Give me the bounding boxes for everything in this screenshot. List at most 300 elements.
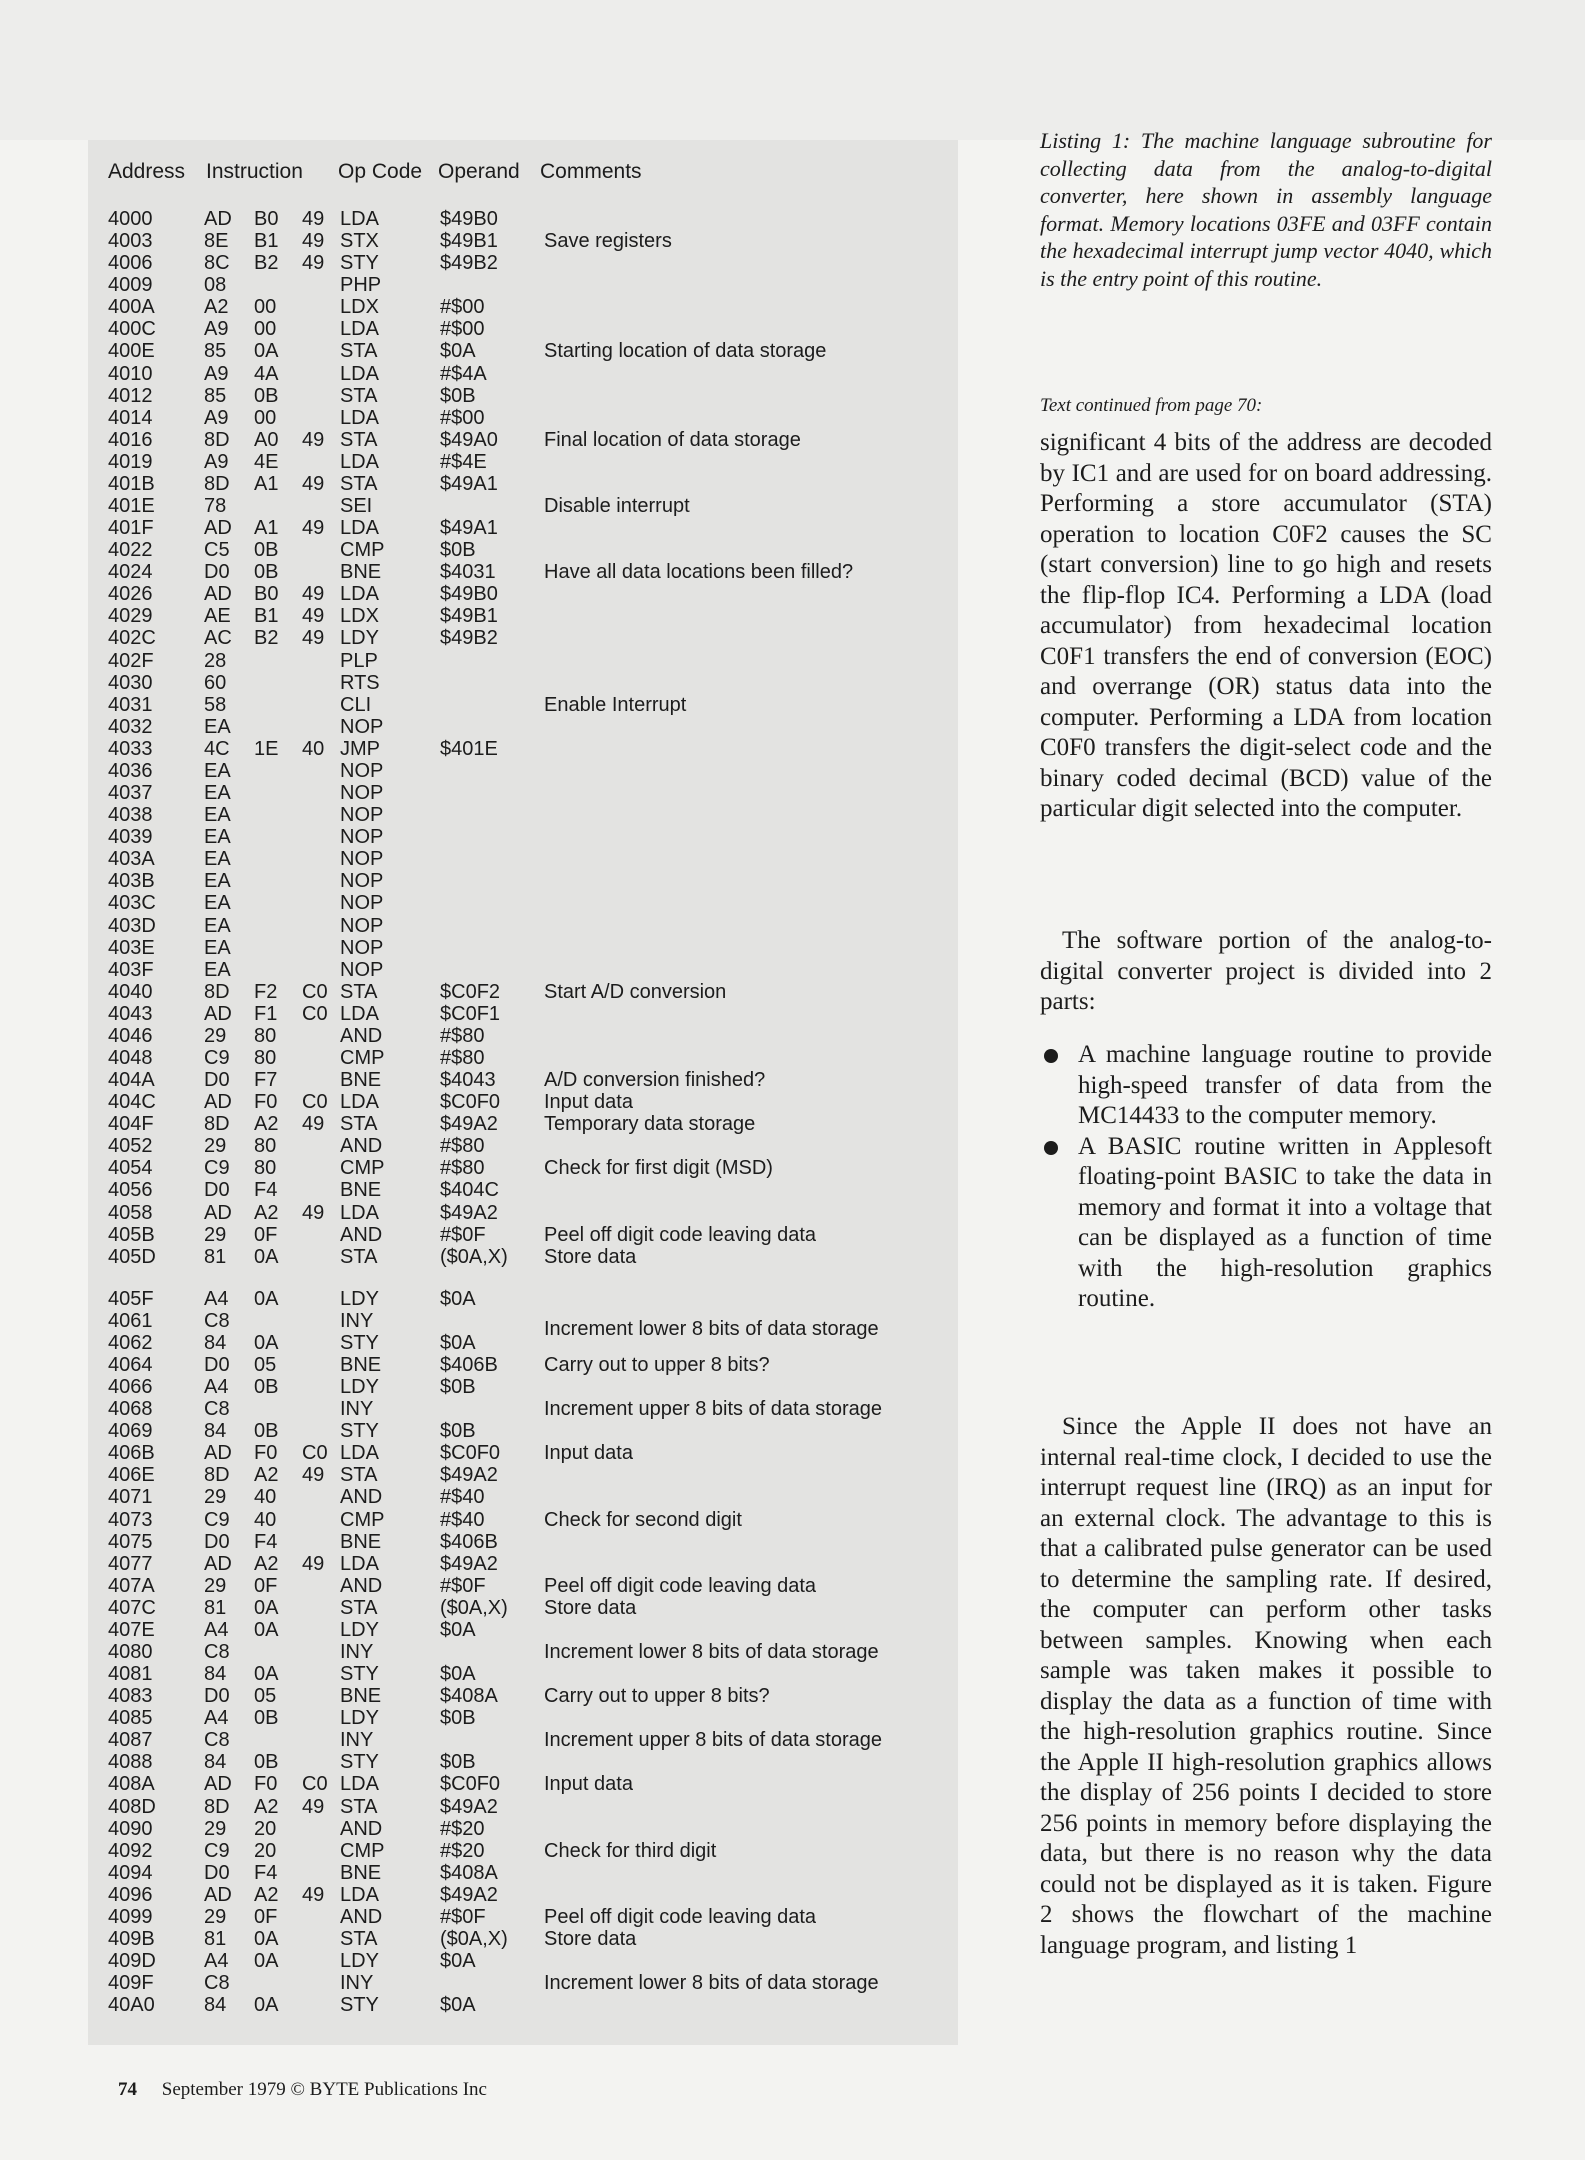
comment-cell: Save registers <box>544 230 672 253</box>
byte2-cell: 0B <box>254 1751 279 1774</box>
byte1-cell: EA <box>204 804 231 827</box>
byte1-cell: 78 <box>204 495 227 518</box>
table-row <box>108 1135 948 1157</box>
address-cell: 407E <box>108 1618 155 1641</box>
opcode-cell: AND <box>340 1024 383 1047</box>
byte1-cell: EA <box>204 914 231 937</box>
byte1-cell: C9 <box>204 1157 230 1180</box>
comment-cell: Peel off digit code leaving data <box>544 1905 817 1928</box>
comment-cell: Check for first digit (MSD) <box>544 1157 773 1180</box>
byte1-cell: C9 <box>204 1839 230 1862</box>
address-cell: 4090 <box>108 1817 153 1840</box>
comment-cell: Increment lower 8 bits of data storage <box>544 1972 879 1995</box>
byte1-cell: AE <box>204 605 231 628</box>
table-row <box>108 804 948 826</box>
opcode-cell: STY <box>340 1663 379 1686</box>
byte1-cell: 8E <box>204 230 229 253</box>
opcode-cell: NOP <box>340 826 384 849</box>
table-row <box>108 981 948 1003</box>
operand-cell: $49A2 <box>440 1113 498 1136</box>
comment-cell: Increment lower 8 bits of data storage <box>544 1641 879 1663</box>
byte2-cell: F0 <box>254 1442 278 1465</box>
byte1-cell: AD <box>204 1002 232 1025</box>
operand-cell: #$40 <box>440 1508 485 1531</box>
byte2-cell: 0F <box>254 1223 278 1246</box>
opcode-cell: INY <box>340 1972 374 1995</box>
table-row <box>108 1420 948 1442</box>
byte1-cell: 29 <box>204 1135 227 1158</box>
table-row <box>108 230 948 252</box>
operand-cell: $406B <box>440 1353 498 1376</box>
opcode-cell: STA <box>340 1795 378 1818</box>
operand-cell: $C0F2 <box>440 980 501 1003</box>
byte1-cell: D0 <box>204 1685 230 1708</box>
comment-cell: Final location of data storage <box>544 428 801 451</box>
table-row <box>108 1003 948 1025</box>
address-cell: 401B <box>108 472 155 495</box>
address-cell: 403B <box>108 870 155 893</box>
byte1-cell: EA <box>204 936 231 959</box>
table-row <box>108 407 948 429</box>
header-address: Address <box>108 160 186 183</box>
address-cell: 4071 <box>108 1486 153 1509</box>
opcode-cell: AND <box>340 1135 383 1158</box>
byte2-cell: 0A <box>254 1994 279 2017</box>
byte2-cell: F1 <box>254 1002 278 1025</box>
byte2-cell: 80 <box>254 1135 277 1158</box>
comment-cell: Increment upper 8 bits of data storage <box>544 1729 882 1752</box>
page-number: 74 <box>118 2079 137 2100</box>
byte1-cell: EA <box>204 870 231 893</box>
address-cell: 403A <box>108 848 155 871</box>
byte3-cell: C0 <box>302 980 328 1003</box>
operand-cell: $49A0 <box>440 428 498 451</box>
comment-cell: Temporary data storage <box>544 1113 756 1136</box>
table-row <box>108 1950 948 1972</box>
byte3-cell: 49 <box>302 208 325 230</box>
operand-cell: $49B1 <box>440 605 498 628</box>
operand-cell: #$40 <box>440 1486 485 1509</box>
opcode-cell: STA <box>340 1113 378 1136</box>
address-cell: 409F <box>108 1972 154 1995</box>
byte1-cell: EA <box>204 958 231 981</box>
byte2-cell: 0A <box>254 1596 279 1619</box>
address-cell: 4069 <box>108 1420 153 1443</box>
opcode-cell: NOP <box>340 848 384 871</box>
opcode-cell: NOP <box>340 936 384 959</box>
operand-cell: #$00 <box>440 318 485 341</box>
operand-cell: #$4A <box>440 362 487 385</box>
address-cell: 4031 <box>108 693 153 716</box>
table-row <box>108 1553 948 1575</box>
bullet-text: A machine language routine to provide high-speed transfer of data from the MC14433 to the computer memory. <box>1078 1041 1492 1129</box>
byte2-cell: A2 <box>254 1464 279 1487</box>
byte1-cell: 29 <box>204 1905 227 1928</box>
byte2-cell: 0A <box>254 1950 279 1973</box>
address-cell: 4052 <box>108 1135 153 1158</box>
address-cell: 402F <box>108 649 154 672</box>
byte1-cell: 29 <box>204 1486 227 1509</box>
address-cell: 4068 <box>108 1398 153 1421</box>
byte1-cell: 85 <box>204 384 227 407</box>
opcode-cell: NOP <box>340 870 384 893</box>
operand-cell: $49A1 <box>440 517 498 540</box>
address-cell: 4073 <box>108 1508 153 1531</box>
operand-cell: $0A <box>440 340 476 363</box>
address-cell: 4054 <box>108 1157 153 1180</box>
address-cell: 403E <box>108 936 155 959</box>
byte1-cell: AC <box>204 627 232 650</box>
byte1-cell: A9 <box>204 406 229 429</box>
byte2-cell: 0B <box>254 539 279 562</box>
address-cell: 4083 <box>108 1685 153 1708</box>
operand-cell: #$00 <box>440 296 485 319</box>
operand-cell: $49B0 <box>440 583 498 606</box>
table-row <box>108 694 948 716</box>
operand-cell: $49B1 <box>440 230 498 253</box>
header-comments: Comments <box>540 160 642 183</box>
address-cell: 409B <box>108 1928 155 1951</box>
byte1-cell: AD <box>204 517 232 540</box>
opcode-cell: STA <box>340 340 378 363</box>
operand-cell: $0B <box>440 1707 476 1730</box>
table-row <box>108 318 948 340</box>
table-row <box>108 782 948 804</box>
comment-cell: Store data <box>544 1596 637 1619</box>
opcode-cell: LDA <box>340 1201 379 1224</box>
opcode-cell: STA <box>340 1245 378 1268</box>
byte1-cell: 8D <box>204 980 230 1003</box>
opcode-cell: LDA <box>340 318 379 341</box>
bullet-dot-icon <box>1044 1049 1058 1063</box>
byte1-cell: 8D <box>204 1464 230 1487</box>
opcode-cell: AND <box>340 1486 383 1509</box>
byte1-cell: AD <box>204 1552 232 1575</box>
operand-cell: $408A <box>440 1685 498 1708</box>
operand-cell: $49A2 <box>440 1883 498 1906</box>
operand-cell: $0A <box>440 1287 476 1310</box>
comment-cell: Carry out to upper 8 bits? <box>544 1353 770 1376</box>
paragraph-2-text: The software portion of the analog-to-digital converter project is divided into 2 parts: <box>1040 927 1492 1015</box>
table-row <box>108 1442 948 1464</box>
byte2-cell: 80 <box>254 1157 277 1180</box>
byte1-cell: D0 <box>204 1179 230 1202</box>
byte1-cell: 8D <box>204 1795 230 1818</box>
comment-cell: Start A/D conversion <box>544 980 727 1003</box>
opcode-cell: NOP <box>340 892 384 915</box>
operand-cell: $49A2 <box>440 1201 498 1224</box>
opcode-cell: LDA <box>340 1552 379 1575</box>
byte2-cell: 80 <box>254 1046 277 1069</box>
byte1-cell: C8 <box>204 1972 230 1995</box>
byte1-cell: 28 <box>204 649 227 672</box>
byte1-cell: D0 <box>204 561 230 584</box>
operand-cell: $C0F1 <box>440 1002 501 1025</box>
operand-cell: $C0F0 <box>440 1091 501 1114</box>
byte2-cell: 0B <box>254 1420 279 1443</box>
table-row <box>108 473 948 495</box>
operand-cell: ($0A,X) <box>440 1928 508 1951</box>
opcode-cell: NOP <box>340 958 384 981</box>
bullet-dot-icon <box>1044 1141 1058 1155</box>
comment-cell: Peel off digit code leaving data <box>544 1574 817 1597</box>
opcode-cell: LDA <box>340 208 379 230</box>
operand-cell: $0B <box>440 1420 476 1443</box>
table-row <box>108 937 948 959</box>
byte2-cell: 0B <box>254 1376 279 1399</box>
opcode-cell: SEI <box>340 495 373 518</box>
byte2-cell: 4E <box>254 450 279 473</box>
byte1-cell: AD <box>204 583 232 606</box>
address-cell: 4009 <box>108 274 153 297</box>
byte1-cell: 84 <box>204 1994 227 2017</box>
opcode-cell: LDA <box>340 1002 379 1025</box>
table-row <box>108 1202 948 1224</box>
byte1-cell: EA <box>204 848 231 871</box>
opcode-cell: LDA <box>340 1442 379 1465</box>
address-cell: 403C <box>108 892 156 915</box>
byte1-cell: 4C <box>204 737 230 760</box>
byte1-cell: 84 <box>204 1751 227 1774</box>
byte2-cell: B2 <box>254 252 279 275</box>
opcode-cell: STY <box>340 1994 379 2017</box>
opcode-cell: LDX <box>340 296 379 319</box>
opcode-cell: STA <box>340 1596 378 1619</box>
byte2-cell: 0F <box>254 1905 278 1928</box>
opcode-cell: LDY <box>340 1618 379 1641</box>
address-cell: 4062 <box>108 1331 153 1354</box>
table-row <box>108 274 948 296</box>
address-cell: 403D <box>108 914 156 937</box>
address-cell: 401F <box>108 517 154 540</box>
comment-cell: Disable interrupt <box>544 495 690 518</box>
paragraph-3-text: Since the Apple II does not have an internal real-time clock, I decided to use the interrupt request line (IRQ) as an input for an external clock. The advantage to this is that a calibrated pulse generator can be used to determine the sampling rate. If desired, the computer can perform other tasks between samples. Knowing when each sample was taken makes it possible to display the data as a function of time with the high-resolution graphics routine. Since the Apple II high-resolution graphics allows the display of 256 points I decided to store 256 points in memory before displaying the data, but there is no reason why the data could not be displayed as it is taken. Figure 2 shows the flowchart of the machine language program, and listing 1 <box>1040 1413 1492 1959</box>
opcode-cell: LDA <box>340 450 379 473</box>
byte2-cell: B0 <box>254 208 279 230</box>
comment-cell: Carry out to upper 8 bits? <box>544 1685 770 1708</box>
opcode-cell: STY <box>340 1331 379 1354</box>
opcode-cell: CMP <box>340 1157 385 1180</box>
opcode-cell: AND <box>340 1574 383 1597</box>
byte3-cell: 49 <box>302 472 325 495</box>
operand-cell: $0A <box>440 1331 476 1354</box>
address-cell: 4032 <box>108 715 153 738</box>
byte1-cell: 84 <box>204 1663 227 1686</box>
table-row <box>108 1047 948 1069</box>
comment-cell: Enable Interrupt <box>544 693 687 716</box>
byte2-cell: 0B <box>254 384 279 407</box>
table-row <box>108 760 948 782</box>
byte1-cell: C9 <box>204 1508 230 1531</box>
operand-cell: #$0F <box>440 1223 486 1246</box>
byte2-cell: B2 <box>254 627 279 650</box>
byte3-cell: 49 <box>302 1201 325 1224</box>
table-row <box>108 738 948 760</box>
byte2-cell: 05 <box>254 1685 277 1708</box>
operand-cell: $0B <box>440 1376 476 1399</box>
operand-cell: $49B2 <box>440 627 498 650</box>
operand-cell: #$80 <box>440 1135 485 1158</box>
byte2-cell: 4A <box>254 362 279 385</box>
byte1-cell: 84 <box>204 1331 227 1354</box>
table-row <box>108 1288 948 1310</box>
opcode-cell: LDA <box>340 362 379 385</box>
opcode-cell: CMP <box>340 1839 385 1862</box>
table-row <box>108 495 948 517</box>
byte2-cell: F4 <box>254 1861 278 1884</box>
address-cell: 400A <box>108 296 155 319</box>
byte2-cell: B0 <box>254 583 279 606</box>
operand-cell: #$00 <box>440 406 485 429</box>
table-row <box>108 672 948 694</box>
address-cell: 4037 <box>108 782 153 805</box>
table-row <box>108 1509 948 1531</box>
byte3-cell: 49 <box>302 605 325 628</box>
table-row <box>108 1928 948 1950</box>
opcode-cell: LDA <box>340 1883 379 1906</box>
byte2-cell: 00 <box>254 296 277 319</box>
address-cell: 4064 <box>108 1353 153 1376</box>
operand-cell: $4043 <box>440 1069 496 1092</box>
opcode-cell: CLI <box>340 693 372 716</box>
bullet-list <box>1040 1040 1492 1315</box>
operand-cell: #$0F <box>440 1574 486 1597</box>
opcode-cell: STA <box>340 1464 378 1487</box>
opcode-cell: RTS <box>340 671 380 694</box>
byte2-cell: F0 <box>254 1091 278 1114</box>
table-row <box>108 1531 948 1553</box>
address-cell: 4039 <box>108 826 153 849</box>
comment-cell: Check for second digit <box>544 1508 742 1531</box>
opcode-cell: STX <box>340 230 379 253</box>
byte1-cell: A4 <box>204 1287 229 1310</box>
byte2-cell: 20 <box>254 1839 277 1862</box>
address-cell: 4077 <box>108 1552 153 1575</box>
table-row <box>108 1906 948 1928</box>
address-cell: 4024 <box>108 561 153 584</box>
opcode-cell: INY <box>340 1398 374 1421</box>
operand-cell: $0B <box>440 539 476 562</box>
opcode-cell: BNE <box>340 1861 382 1884</box>
address-cell: 4000 <box>108 208 153 230</box>
opcode-cell: AND <box>340 1905 383 1928</box>
byte2-cell: 20 <box>254 1817 277 1840</box>
table-row <box>108 1179 948 1201</box>
opcode-cell: STY <box>340 1751 379 1774</box>
byte1-cell: AD <box>204 1201 232 1224</box>
address-cell: 401E <box>108 495 155 518</box>
byte1-cell: C5 <box>204 539 230 562</box>
byte1-cell: C8 <box>204 1729 230 1752</box>
byte2-cell: 0B <box>254 1707 279 1730</box>
opcode-cell: LDY <box>340 627 379 650</box>
table-row <box>108 1224 948 1246</box>
address-cell: 4075 <box>108 1530 153 1553</box>
address-cell: 4036 <box>108 759 153 782</box>
byte2-cell: A2 <box>254 1795 279 1818</box>
opcode-cell: BNE <box>340 561 382 584</box>
byte2-cell: 1E <box>254 737 279 760</box>
table-row <box>108 385 948 407</box>
page-footer <box>118 2079 487 2101</box>
byte3-cell: C0 <box>302 1773 328 1796</box>
table-row <box>108 1840 948 1862</box>
byte2-cell: 0A <box>254 1245 279 1268</box>
opcode-cell: NOP <box>340 782 384 805</box>
byte2-cell: 00 <box>254 318 277 341</box>
comment-cell: Check for third digit <box>544 1839 717 1862</box>
paragraph-1-text: significant 4 bits of the address are decoded by IC1 and are used for on board addressing. Performing a store accumulator (STA) operation to location C0F2 causes the SC (start conversion) line to go high and resets the flip-flop IC4. Performing a LDA (load accumulator) from hexadecimal location C0F1 transfers the end of conversion (EOC) and overrange (OR) status data into the computer. Performing a LDA from location C0F0 transfers the digit-select code and the binary coded decimal (BCD) value of the particular digit selected into the computer. <box>1040 429 1492 822</box>
header-op-code: Op Code <box>338 160 423 183</box>
byte2-cell: 05 <box>254 1353 277 1376</box>
address-cell: 402C <box>108 627 156 650</box>
comment-cell: Peel off digit code leaving data <box>544 1223 817 1246</box>
byte1-cell: A2 <box>204 296 229 319</box>
comment-cell: Increment lower 8 bits of data storage <box>544 1317 879 1340</box>
opcode-cell: LDX <box>340 605 379 628</box>
opcode-cell: STY <box>340 252 379 275</box>
table-row <box>108 1309 948 1340</box>
opcode-cell: INY <box>340 1729 374 1752</box>
byte3-cell: 49 <box>302 230 325 253</box>
table-row <box>108 826 948 848</box>
byte1-cell: AD <box>204 1442 232 1465</box>
operand-cell: ($0A,X) <box>440 1596 508 1619</box>
address-cell: 405F <box>108 1287 154 1310</box>
operand-cell: $49A1 <box>440 472 498 495</box>
table-row <box>108 208 948 230</box>
address-cell: 406E <box>108 1464 155 1487</box>
byte1-cell: C8 <box>204 1641 230 1663</box>
byte2-cell: A2 <box>254 1113 279 1136</box>
comment-cell: Store data <box>544 1245 637 1268</box>
table-row <box>108 1994 948 2016</box>
byte1-cell: 58 <box>204 693 227 716</box>
table-row <box>108 1884 948 1906</box>
opcode-cell: LDY <box>340 1376 379 1399</box>
byte2-cell: 0F <box>254 1574 278 1597</box>
byte1-cell: 8D <box>204 428 230 451</box>
operand-cell: $C0F0 <box>440 1773 501 1796</box>
table-row <box>108 296 948 318</box>
operand-cell: $0A <box>440 1950 476 1973</box>
address-cell: 4066 <box>108 1376 153 1399</box>
body-paragraph-2 <box>1040 926 1492 1018</box>
byte2-cell: B1 <box>254 230 279 253</box>
opcode-cell: NOP <box>340 759 384 782</box>
address-cell: 4046 <box>108 1024 153 1047</box>
table-row <box>108 650 948 672</box>
bullet-item <box>1040 1040 1492 1132</box>
byte3-cell: 49 <box>302 428 325 451</box>
table-row <box>108 1025 948 1047</box>
byte1-cell: 08 <box>204 274 227 297</box>
table-row <box>108 1597 948 1619</box>
table-row <box>108 451 948 473</box>
address-cell: 400E <box>108 340 155 363</box>
address-cell: 407A <box>108 1574 155 1597</box>
byte2-cell: F0 <box>254 1773 278 1796</box>
byte3-cell: 40 <box>302 737 325 760</box>
bullet-text: A BASIC routine written in Applesoft floating-point BASIC to take the data in memory and format it into a voltage that can be displayed as a function of time with the high-resolution graphics routine. <box>1078 1132 1492 1312</box>
byte2-cell: F7 <box>254 1069 278 1092</box>
opcode-cell: LDA <box>340 1773 379 1796</box>
address-cell: 404A <box>108 1069 155 1092</box>
byte1-cell: 60 <box>204 671 227 694</box>
byte1-cell: AD <box>204 1773 232 1796</box>
byte3-cell: C0 <box>302 1442 328 1465</box>
table-row <box>108 627 948 649</box>
